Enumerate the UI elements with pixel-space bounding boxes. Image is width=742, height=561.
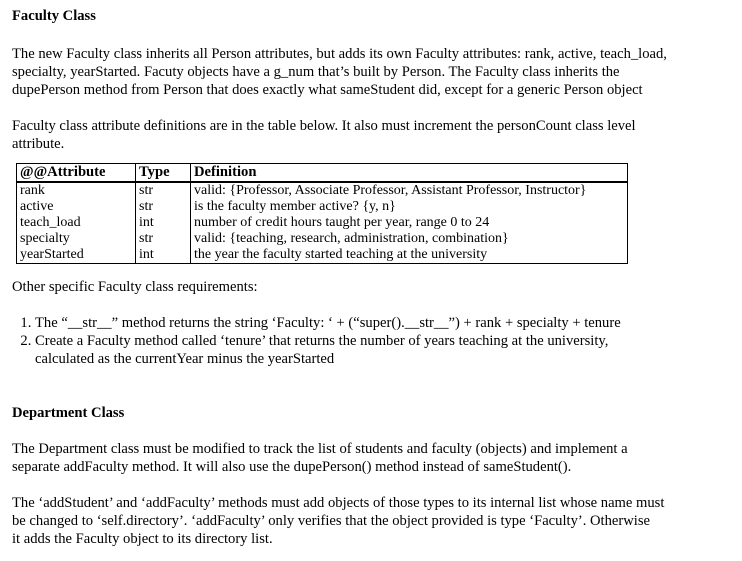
header-definition: Definition: [191, 164, 628, 183]
cell-definition: the year the faculty started teaching at the university: [191, 247, 628, 264]
cell-definition: number of credit hours taught per year, range 0 to 24: [191, 215, 628, 231]
header-attribute: @@Attribute: [17, 164, 136, 183]
cell-type: str: [136, 199, 191, 215]
table-row: [17, 231, 628, 247]
table-row: [17, 215, 628, 231]
header-type: Type: [136, 164, 191, 183]
cell-definition: valid: {Professor, Associate Professor, Assistant Professor, Instructor}: [191, 182, 628, 199]
cell-attribute: active: [17, 199, 136, 215]
cell-definition: valid: {teaching, research, administration, combination}: [191, 231, 628, 247]
cell-type: int: [136, 247, 191, 264]
table-row: [17, 182, 628, 199]
table-row: [17, 247, 628, 264]
faculty-class-heading: Faculty Class: [12, 8, 96, 24]
requirements-list: [12, 314, 734, 368]
cell-attribute: rank: [17, 182, 136, 199]
department-paragraph-2: The ‘addStudent’ and ‘addFaculty’ methods must add objects of those types to its internal list whose name must be changed to ‘self.directory’. ‘addFaculty’ only verifies that the object provided is type ‘Faculty’. Otherwise it adds the Faculty object to its directory list.: [12, 495, 665, 547]
department-class-heading: Department Class: [12, 405, 125, 421]
cell-attribute: teach_load: [17, 215, 136, 231]
cell-definition: is the faculty member active? {y, n}: [191, 199, 628, 215]
department-paragraph-1: The Department class must be modified to track the list of students and faculty (objects) and implement a separate addFaculty method. It will also use the dupePerson() method instead of sameStudent().: [12, 441, 628, 475]
faculty-intro-paragraph: The new Faculty class inherits all Person attributes, but adds its own Faculty attributes: rank, active, teach_load, specialty, yearStarted. Facuty objects have a g_num that’s built by Person. The Faculty class inherits the dupePerson method from Person that does exactly what sameStudent did, except for a generic Person object: [12, 46, 667, 98]
table-header-row: [17, 164, 628, 183]
table-row: [17, 199, 628, 215]
faculty-attributes-table: [16, 163, 628, 264]
table-intro-paragraph: Faculty class attribute definitions are in the table below. It also must increment the personCount class level attribute.: [12, 118, 636, 152]
cell-attribute: yearStarted: [17, 247, 136, 264]
cell-type: str: [136, 182, 191, 199]
requirements-intro: Other specific Faculty class requirements:: [12, 279, 258, 295]
list-item: 2. Create a Faculty method called ‘tenure’ that returns the number of years teaching at the university, calculated as the currentYear minus the yearStarted: [35, 332, 734, 368]
cell-type: str: [136, 231, 191, 247]
cell-type: int: [136, 215, 191, 231]
document-page: [12, 7, 734, 548]
list-item: 1. The “__str__” method returns the string ‘Faculty: ‘ + (“super().__str__”) + rank + specialty + tenure: [35, 314, 734, 332]
cell-attribute: specialty: [17, 231, 136, 247]
